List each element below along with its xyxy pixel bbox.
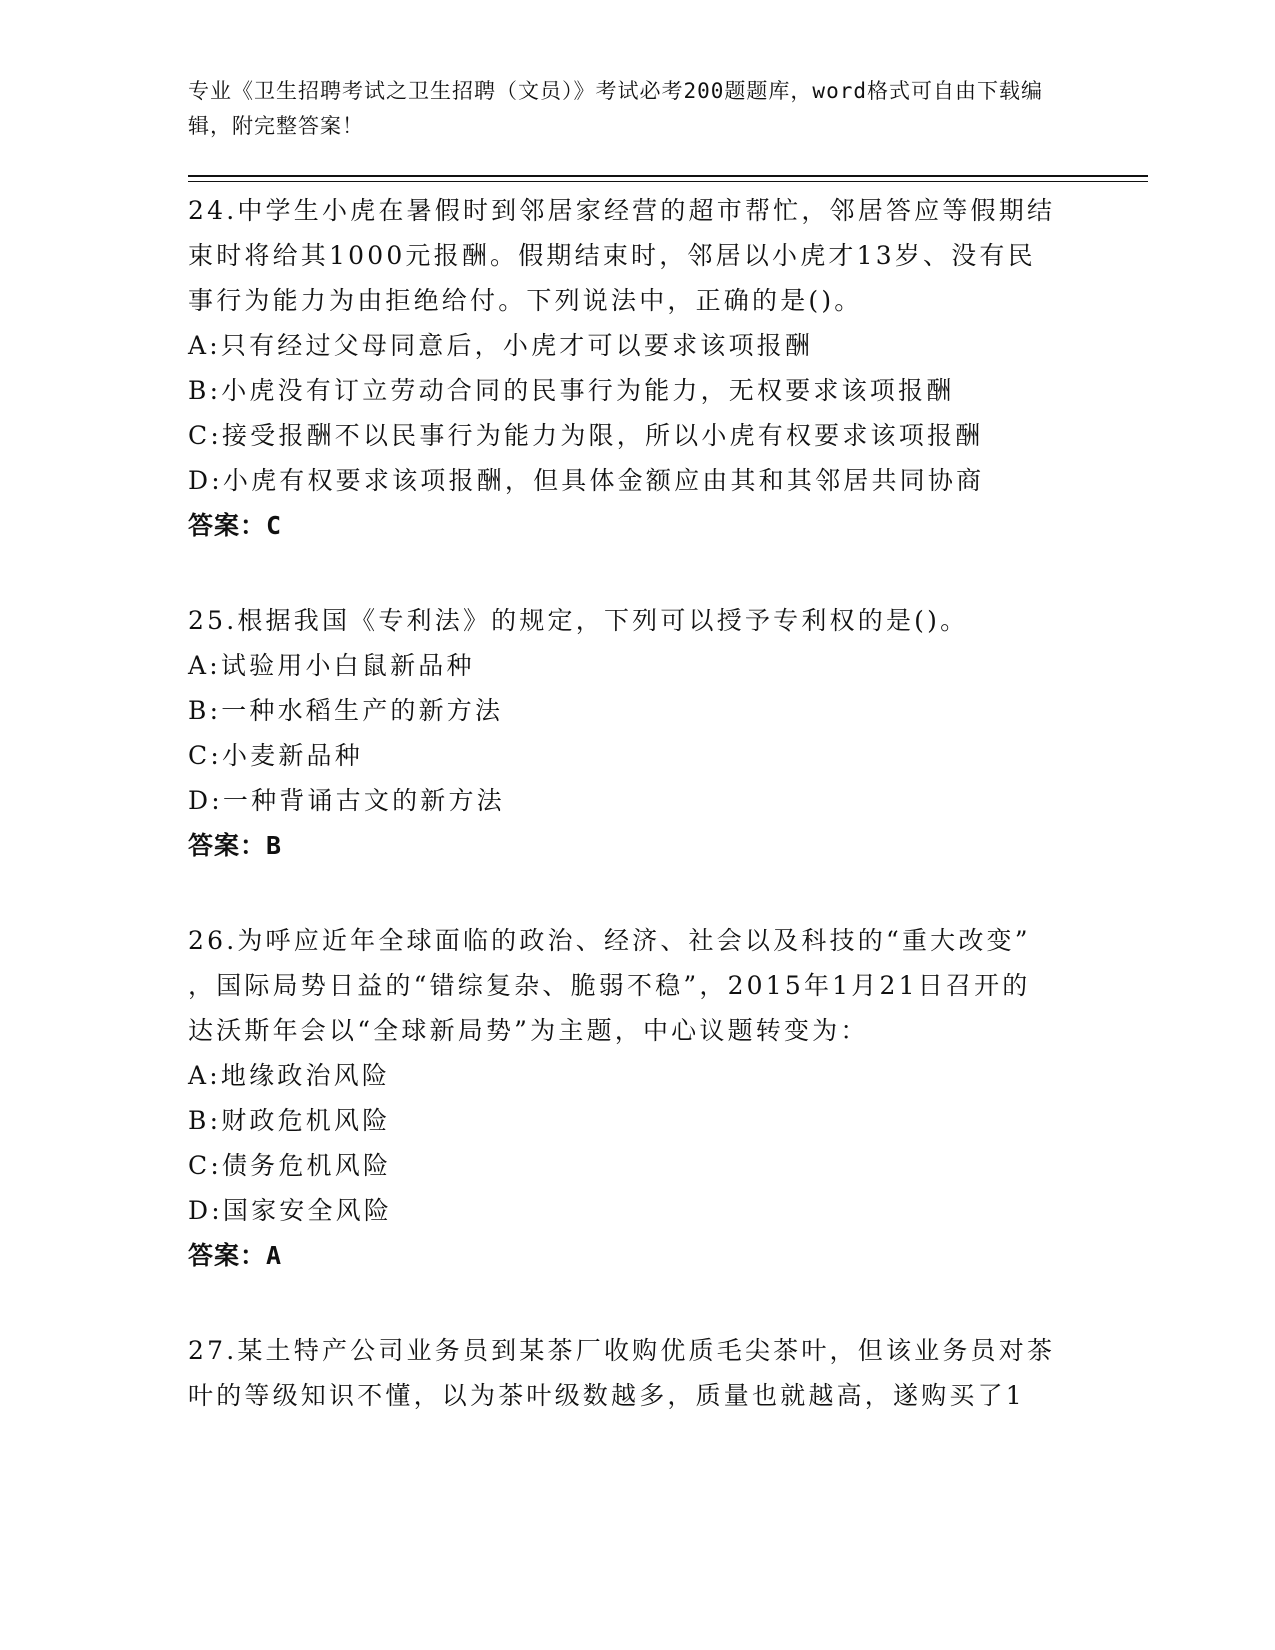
question-24 (188, 188, 1088, 548)
answer-label: 答案：C (188, 511, 283, 540)
header-divider-thin (188, 181, 1148, 182)
document-header: 专业《卫生招聘考试之卫生招聘（文员）》考试必考200题题库，word格式可自由下载编辑，附完整答案！ (188, 79, 1043, 138)
header-divider-thick (188, 175, 1148, 177)
question-list (188, 188, 1088, 1468)
option-d: D:小虎有权要求该项报酬，但具体金额应由其和其邻居共同协商 (188, 466, 985, 495)
option-a: A:只有经过父母同意后，小虎才可以要求该项报酬 (188, 331, 814, 360)
option-c: C:接受报酬不以民事行为能力为限，所以小虎有权要求该项报酬 (188, 421, 984, 450)
question-27 (188, 1328, 1088, 1418)
answer-label: 答案：B (188, 831, 283, 860)
option-d: D:国家安全风险 (188, 1196, 393, 1225)
question-26 (188, 918, 1088, 1278)
question-stem: 26.为呼应近年全球面临的政治、经济、社会以及科技的“重大改变” ，国际局势日益的“错综复杂、脆弱不稳”，2015年1月21日召开的 达沃斯年会以“全球新局势”为主题，中心议题转变为： (188, 926, 1031, 1045)
option-c: C:债务危机风险 (188, 1151, 392, 1180)
question-stem: 27.某土特产公司业务员到某茶厂收购优质毛尖茶叶，但该业务员对茶 叶的等级知识不懂，以为茶叶级数越多，质量也就越高，遂购买了1 (188, 1336, 1056, 1410)
question-stem: 25.根据我国《专利法》的规定，下列可以授予专利权的是()。 (188, 606, 969, 635)
option-c: C:小麦新品种 (188, 741, 363, 770)
question-25 (188, 598, 1088, 868)
option-d: D:一种背诵古文的新方法 (188, 786, 505, 815)
option-a: A:试验用小白鼠新品种 (188, 651, 475, 680)
option-b: B:财政危机风险 (188, 1106, 391, 1135)
question-stem: 24.中学生小虎在暑假时到邻居家经营的超市帮忙，邻居答应等假期结 束时将给其1000元报酬。假期结束时，邻居以小虎才13岁、没有民 事行为能力为由拒绝给付。下列说法中，正确的是()。 (188, 196, 1056, 315)
answer-label: 答案：A (188, 1241, 283, 1270)
option-b: B:一种水稻生产的新方法 (188, 696, 504, 725)
option-a: A:地缘政治风险 (188, 1061, 391, 1090)
option-b: B:小虎没有订立劳动合同的民事行为能力，无权要求该项报酬 (188, 376, 955, 405)
